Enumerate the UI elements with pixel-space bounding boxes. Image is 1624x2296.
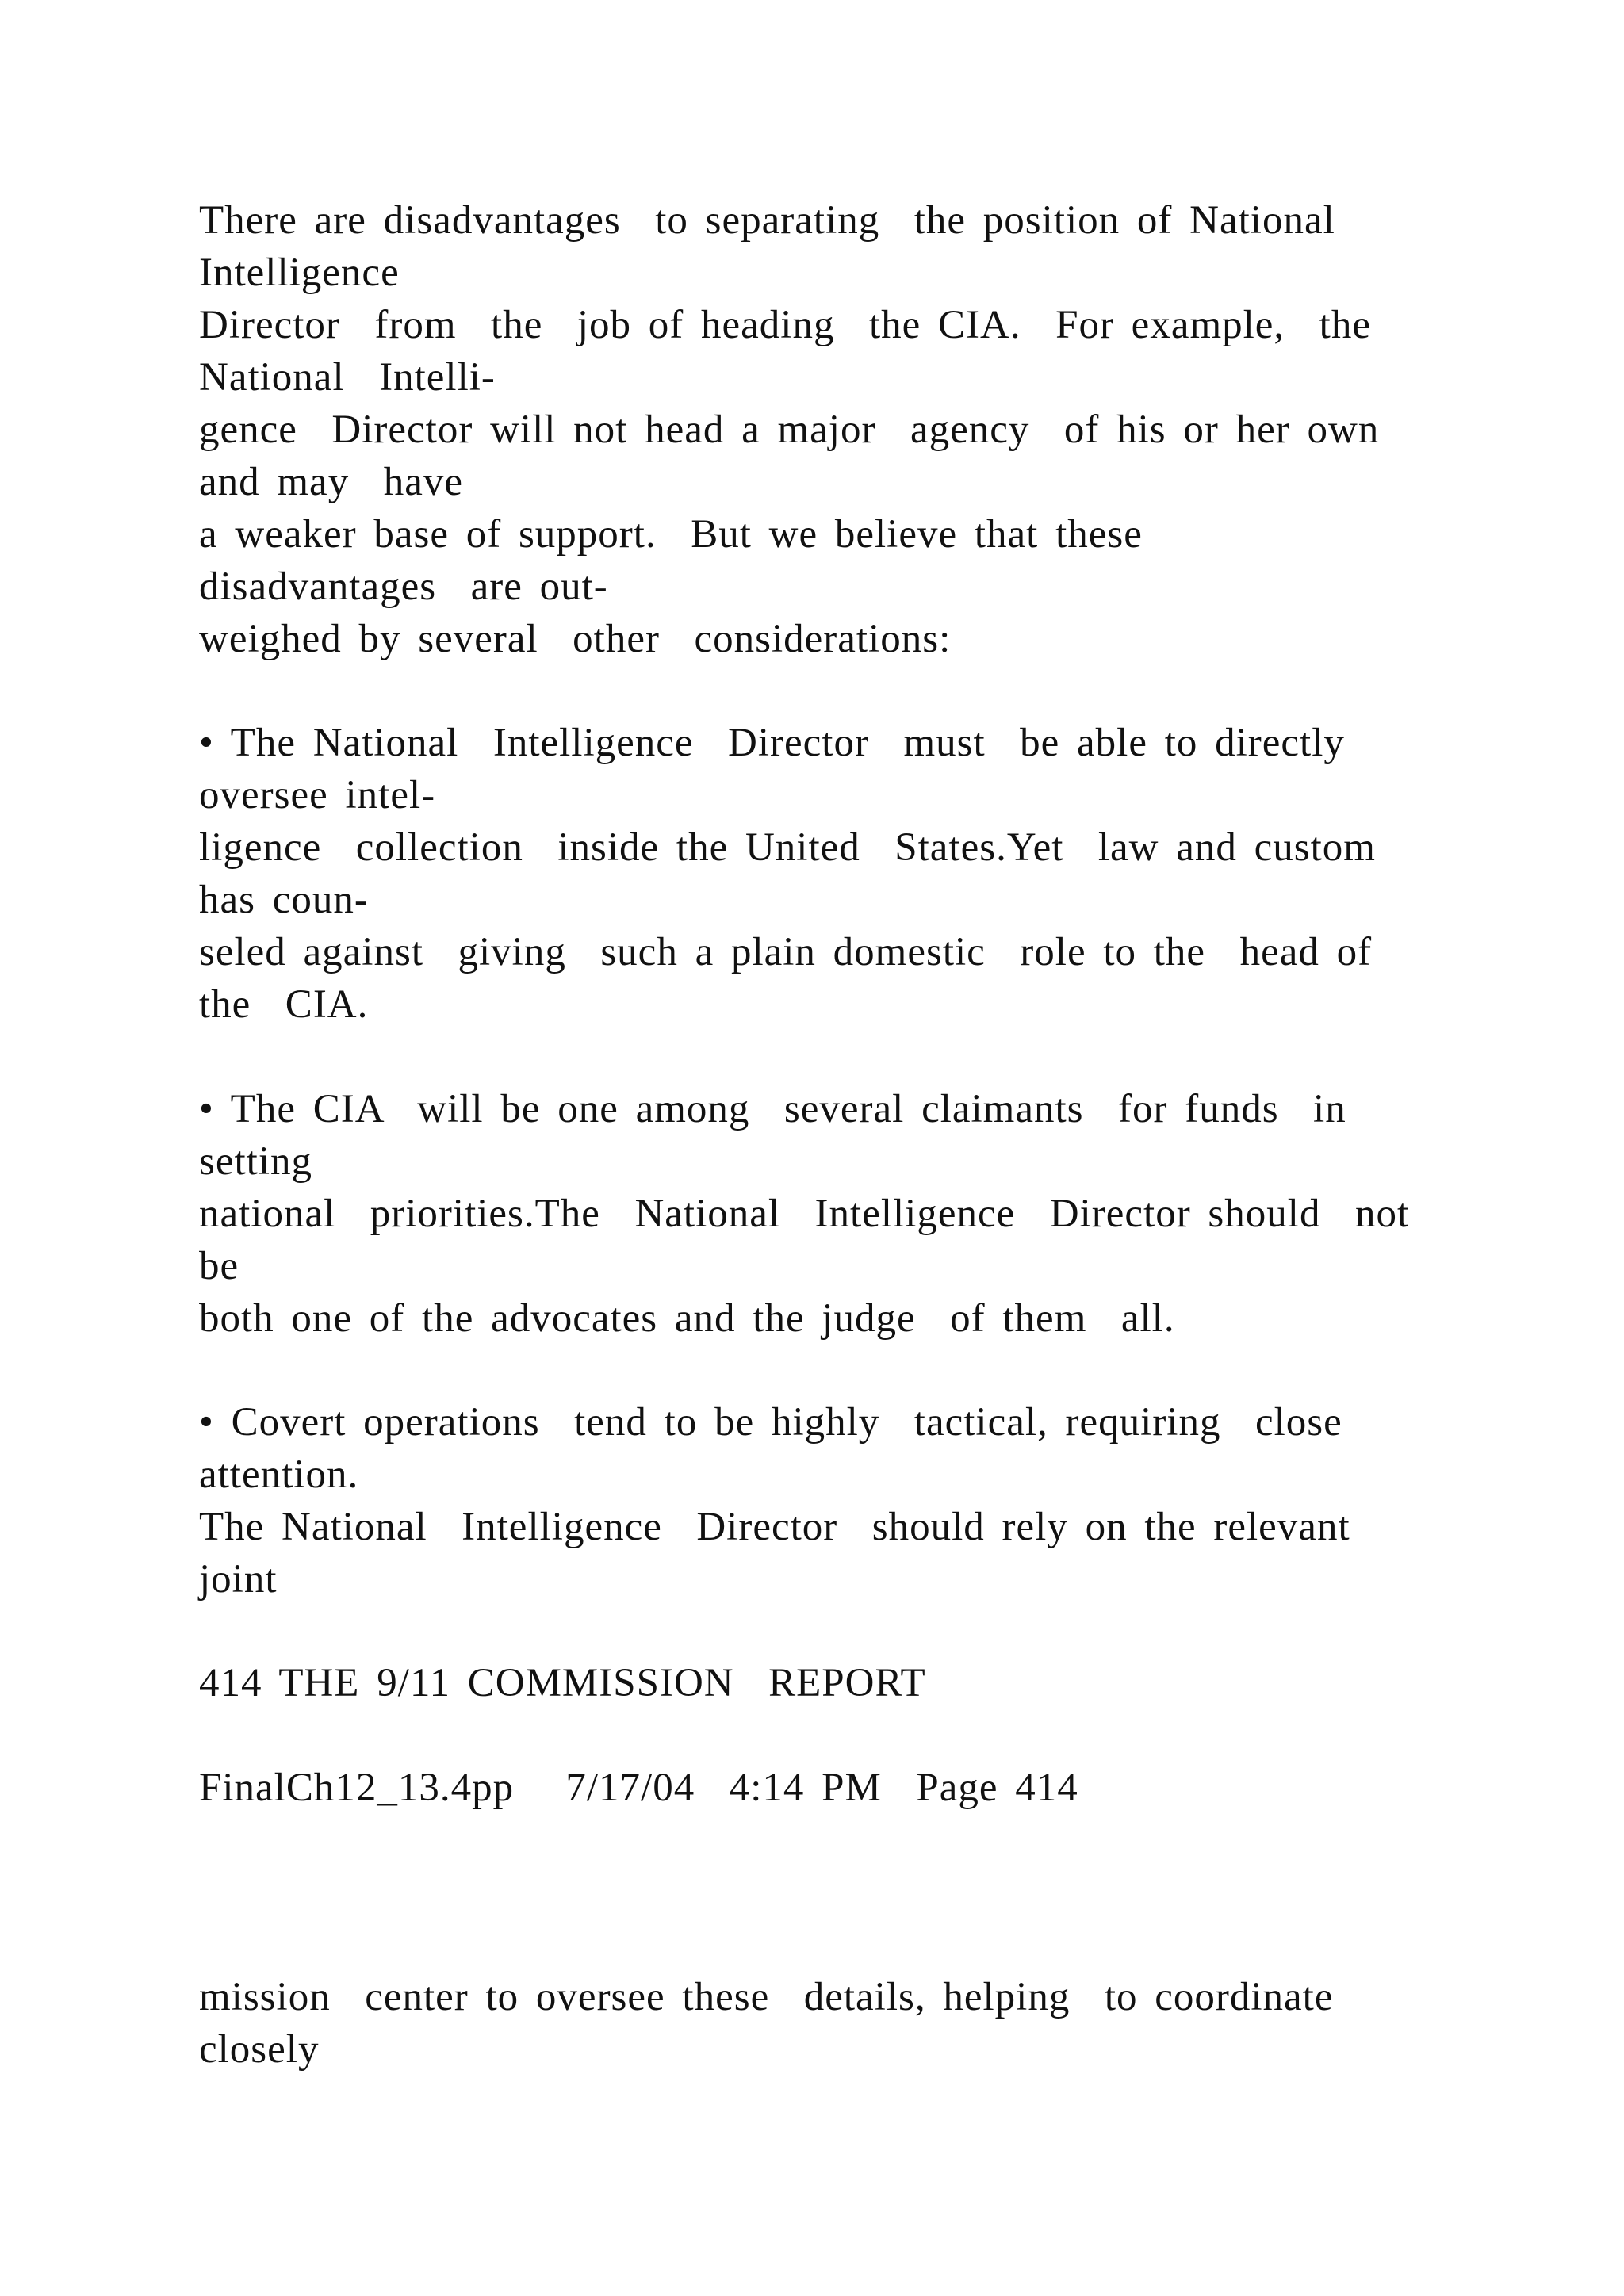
text-line: weighed by several other considerations:: [199, 617, 952, 661]
text-line: and may have: [199, 460, 463, 504]
text-line: both one of the advocates and the judge of them all.: [199, 1296, 1175, 1341]
text-line: The National Intelligence Director should rely on the relevant: [199, 1505, 1350, 1549]
text-line: National Intelli-: [199, 355, 496, 400]
text-line: oversee intel-: [199, 773, 436, 817]
text-line: be: [199, 1244, 239, 1288]
text-line: mission center to oversee these details, helping to coordinate: [199, 1975, 1334, 2019]
bullet-line: • The CIA will be one among several claimants for funds in: [199, 1087, 1346, 1131]
text-line: has coun-: [199, 878, 369, 922]
text-line: seled against giving such a plain domestic role to the head of: [199, 930, 1373, 974]
print-slug: FinalCh12_13.4pp 7/17/04 4:14 PM Page 414: [199, 1766, 1078, 1810]
running-footer: 414 THE 9/11 COMMISSION REPORT: [199, 1661, 926, 1705]
text-line: setting: [199, 1139, 312, 1184]
text-line: gence Director will not head a major agency of his or her own: [199, 408, 1380, 452]
text-line: ligence collection inside the United States.Yet law and custom: [199, 825, 1376, 870]
bullet-line: • The National Intelligence Director must be able to directly: [199, 721, 1345, 765]
text-line: disadvantages are out-: [199, 564, 608, 609]
text-line: attention.: [199, 1452, 359, 1497]
text-line: the CIA.: [199, 982, 369, 1027]
bullet-line: • Covert operations tend to be highly tactical, requiring close: [199, 1400, 1342, 1445]
text-line: joint: [199, 1557, 278, 1601]
text-line: Director from the job of heading the CIA. For example, the: [199, 303, 1371, 347]
text-line: Intelligence: [199, 251, 400, 295]
text-line: closely: [199, 2027, 320, 2072]
text-line: a weaker base of support. But we believe that these: [199, 512, 1143, 557]
text-line: There are disadvantages to separating the position of National: [199, 198, 1335, 243]
text-line: national priorities.The National Intelligence Director should not: [199, 1192, 1410, 1236]
